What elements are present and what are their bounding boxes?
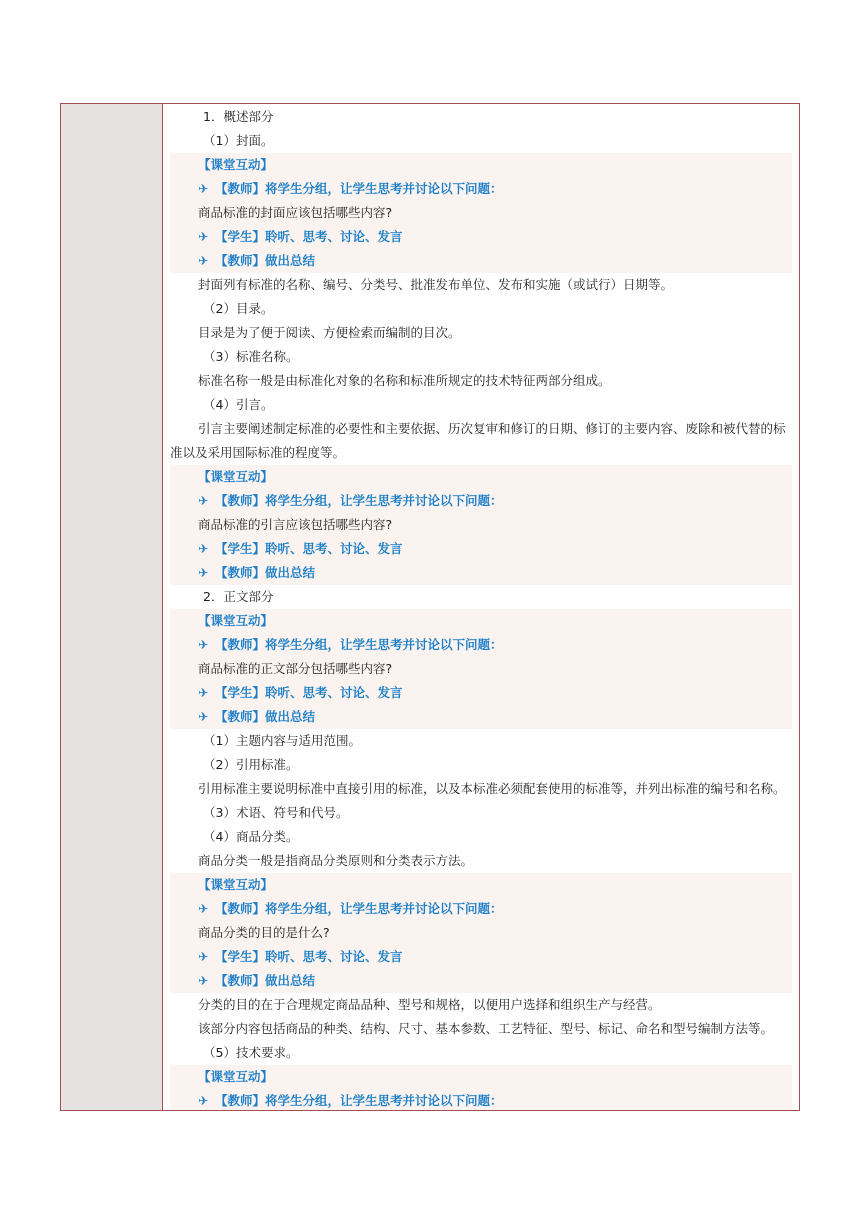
- plane-icon: ✈: [198, 973, 209, 988]
- teacher-step: [170, 1089, 792, 1110]
- teacher-step: [170, 969, 792, 993]
- step-text: 【课堂互动】: [198, 613, 274, 628]
- lesson-table: [60, 103, 800, 1111]
- step-text: 【教师】将学生分组，让学生思考并讨论以下问题：: [215, 637, 503, 652]
- step-text: 【教师】做出总结: [215, 709, 316, 724]
- step-text: 【教师】将学生分组，让学生思考并讨论以下问题：: [215, 493, 503, 508]
- paragraph: 目录是为了便于阅读、方便检索而编制的目次。: [198, 325, 461, 340]
- section-heading: 1．概述部分: [203, 109, 274, 124]
- interaction-title: [170, 873, 792, 897]
- discussion-question: 商品标准的封面应该包括哪些内容?: [198, 205, 393, 220]
- step-text: 【课堂互动】: [198, 1069, 274, 1084]
- student-step: [170, 225, 792, 249]
- step-text: 【学生】聆听、思考、讨论、发言: [215, 541, 403, 556]
- teacher-step: [170, 177, 792, 201]
- paragraph: 封面列有标准的名称、编号、分类号、批准发布单位、发布和实施（或试行）日期等。: [198, 277, 674, 292]
- classroom-interaction-block: [170, 153, 792, 273]
- plane-icon: ✈: [198, 901, 209, 916]
- teacher-step: [170, 633, 792, 657]
- subsection-heading: （4）引言。: [203, 397, 274, 412]
- paragraph: 引用标准主要说明标准中直接引用的标准，以及本标准必须配套使用的标准等，并列出标准的编号和名称。: [198, 781, 786, 796]
- step-text: 【课堂互动】: [198, 877, 274, 892]
- subsection-heading: （3）标准名称。: [203, 349, 299, 364]
- discussion-question: 商品标准的引言应该包括哪些内容?: [198, 517, 393, 532]
- plane-icon: ✈: [198, 1093, 209, 1108]
- subsection-heading: （3）术语、符号和代号。: [203, 805, 349, 820]
- classroom-interaction-block: [170, 609, 792, 729]
- step-text: 【教师】做出总结: [215, 253, 316, 268]
- classroom-interaction-block: [170, 465, 792, 585]
- plane-icon: ✈: [198, 253, 209, 268]
- plane-icon: ✈: [198, 181, 209, 196]
- teacher-step: [170, 897, 792, 921]
- subsection-heading: （2）引用标准。: [203, 757, 299, 772]
- plane-icon: ✈: [198, 229, 209, 244]
- subsection-heading: （5）技术要求。: [203, 1045, 299, 1060]
- step-text: 【教师】将学生分组，让学生思考并讨论以下问题：: [215, 181, 503, 196]
- plane-icon: ✈: [198, 565, 209, 580]
- subsection-heading: （1）主题内容与适用范围。: [203, 733, 361, 748]
- interaction-title: [170, 1065, 792, 1089]
- step-text: 【教师】将学生分组，让学生思考并讨论以下问题：: [215, 1093, 503, 1108]
- paragraph: 商品分类一般是指商品分类原则和分类表示方法。: [198, 853, 474, 868]
- step-text: 【课堂互动】: [198, 157, 274, 172]
- step-text: 【学生】聆听、思考、讨论、发言: [215, 229, 403, 244]
- step-text: 【教师】做出总结: [215, 565, 316, 580]
- interaction-title: [170, 153, 792, 177]
- student-step: [170, 537, 792, 561]
- section-heading: 2．正文部分: [203, 589, 274, 604]
- step-text: 【学生】聆听、思考、讨论、发言: [215, 685, 403, 700]
- teacher-step: [170, 489, 792, 513]
- subsection-heading: （2）目录。: [203, 301, 274, 316]
- paragraph: 分类的目的在于合理规定商品品种、型号和规格，以便用户选择和组织生产与经营。: [198, 997, 661, 1012]
- interaction-title: [170, 465, 792, 489]
- step-text: 【教师】将学生分组，让学生思考并讨论以下问题：: [215, 901, 503, 916]
- step-text: 【课堂互动】: [198, 469, 274, 484]
- paragraph: 引言主要阐述制定标准的必要性和主要依据、历次复审和修订的日期、修订的主要内容、废除和被代替的标准以及采用国际标准的程度等。: [170, 421, 786, 460]
- subsection-heading: （4）商品分类。: [203, 829, 299, 844]
- plane-icon: ✈: [198, 541, 209, 556]
- plane-icon: ✈: [198, 709, 209, 724]
- step-text: 【学生】聆听、思考、讨论、发言: [215, 949, 403, 964]
- classroom-interaction-block: [170, 873, 792, 993]
- paragraph: 该部分内容包括商品的种类、结构、尺寸、基本参数、工艺特征、型号、标记、命名和型号编制方法等。: [198, 1021, 774, 1036]
- teacher-step: [170, 705, 792, 729]
- step-text: 【教师】做出总结: [215, 973, 316, 988]
- classroom-interaction-block: [170, 1065, 792, 1110]
- plane-icon: ✈: [198, 949, 209, 964]
- teacher-step: [170, 561, 792, 585]
- left-column: [61, 104, 163, 1110]
- student-step: [170, 945, 792, 969]
- interaction-title: [170, 609, 792, 633]
- teacher-step: [170, 249, 792, 273]
- plane-icon: ✈: [198, 685, 209, 700]
- plane-icon: ✈: [198, 493, 209, 508]
- content-column: [163, 104, 799, 1110]
- student-step: [170, 681, 792, 705]
- discussion-question: 商品标准的正文部分包括哪些内容?: [198, 661, 393, 676]
- subsection-heading: （1）封面。: [203, 133, 274, 148]
- discussion-question: 商品分类的目的是什么?: [198, 925, 330, 940]
- plane-icon: ✈: [198, 637, 209, 652]
- paragraph: 标准名称一般是由标准化对象的名称和标准所规定的技术特征两部分组成。: [198, 373, 611, 388]
